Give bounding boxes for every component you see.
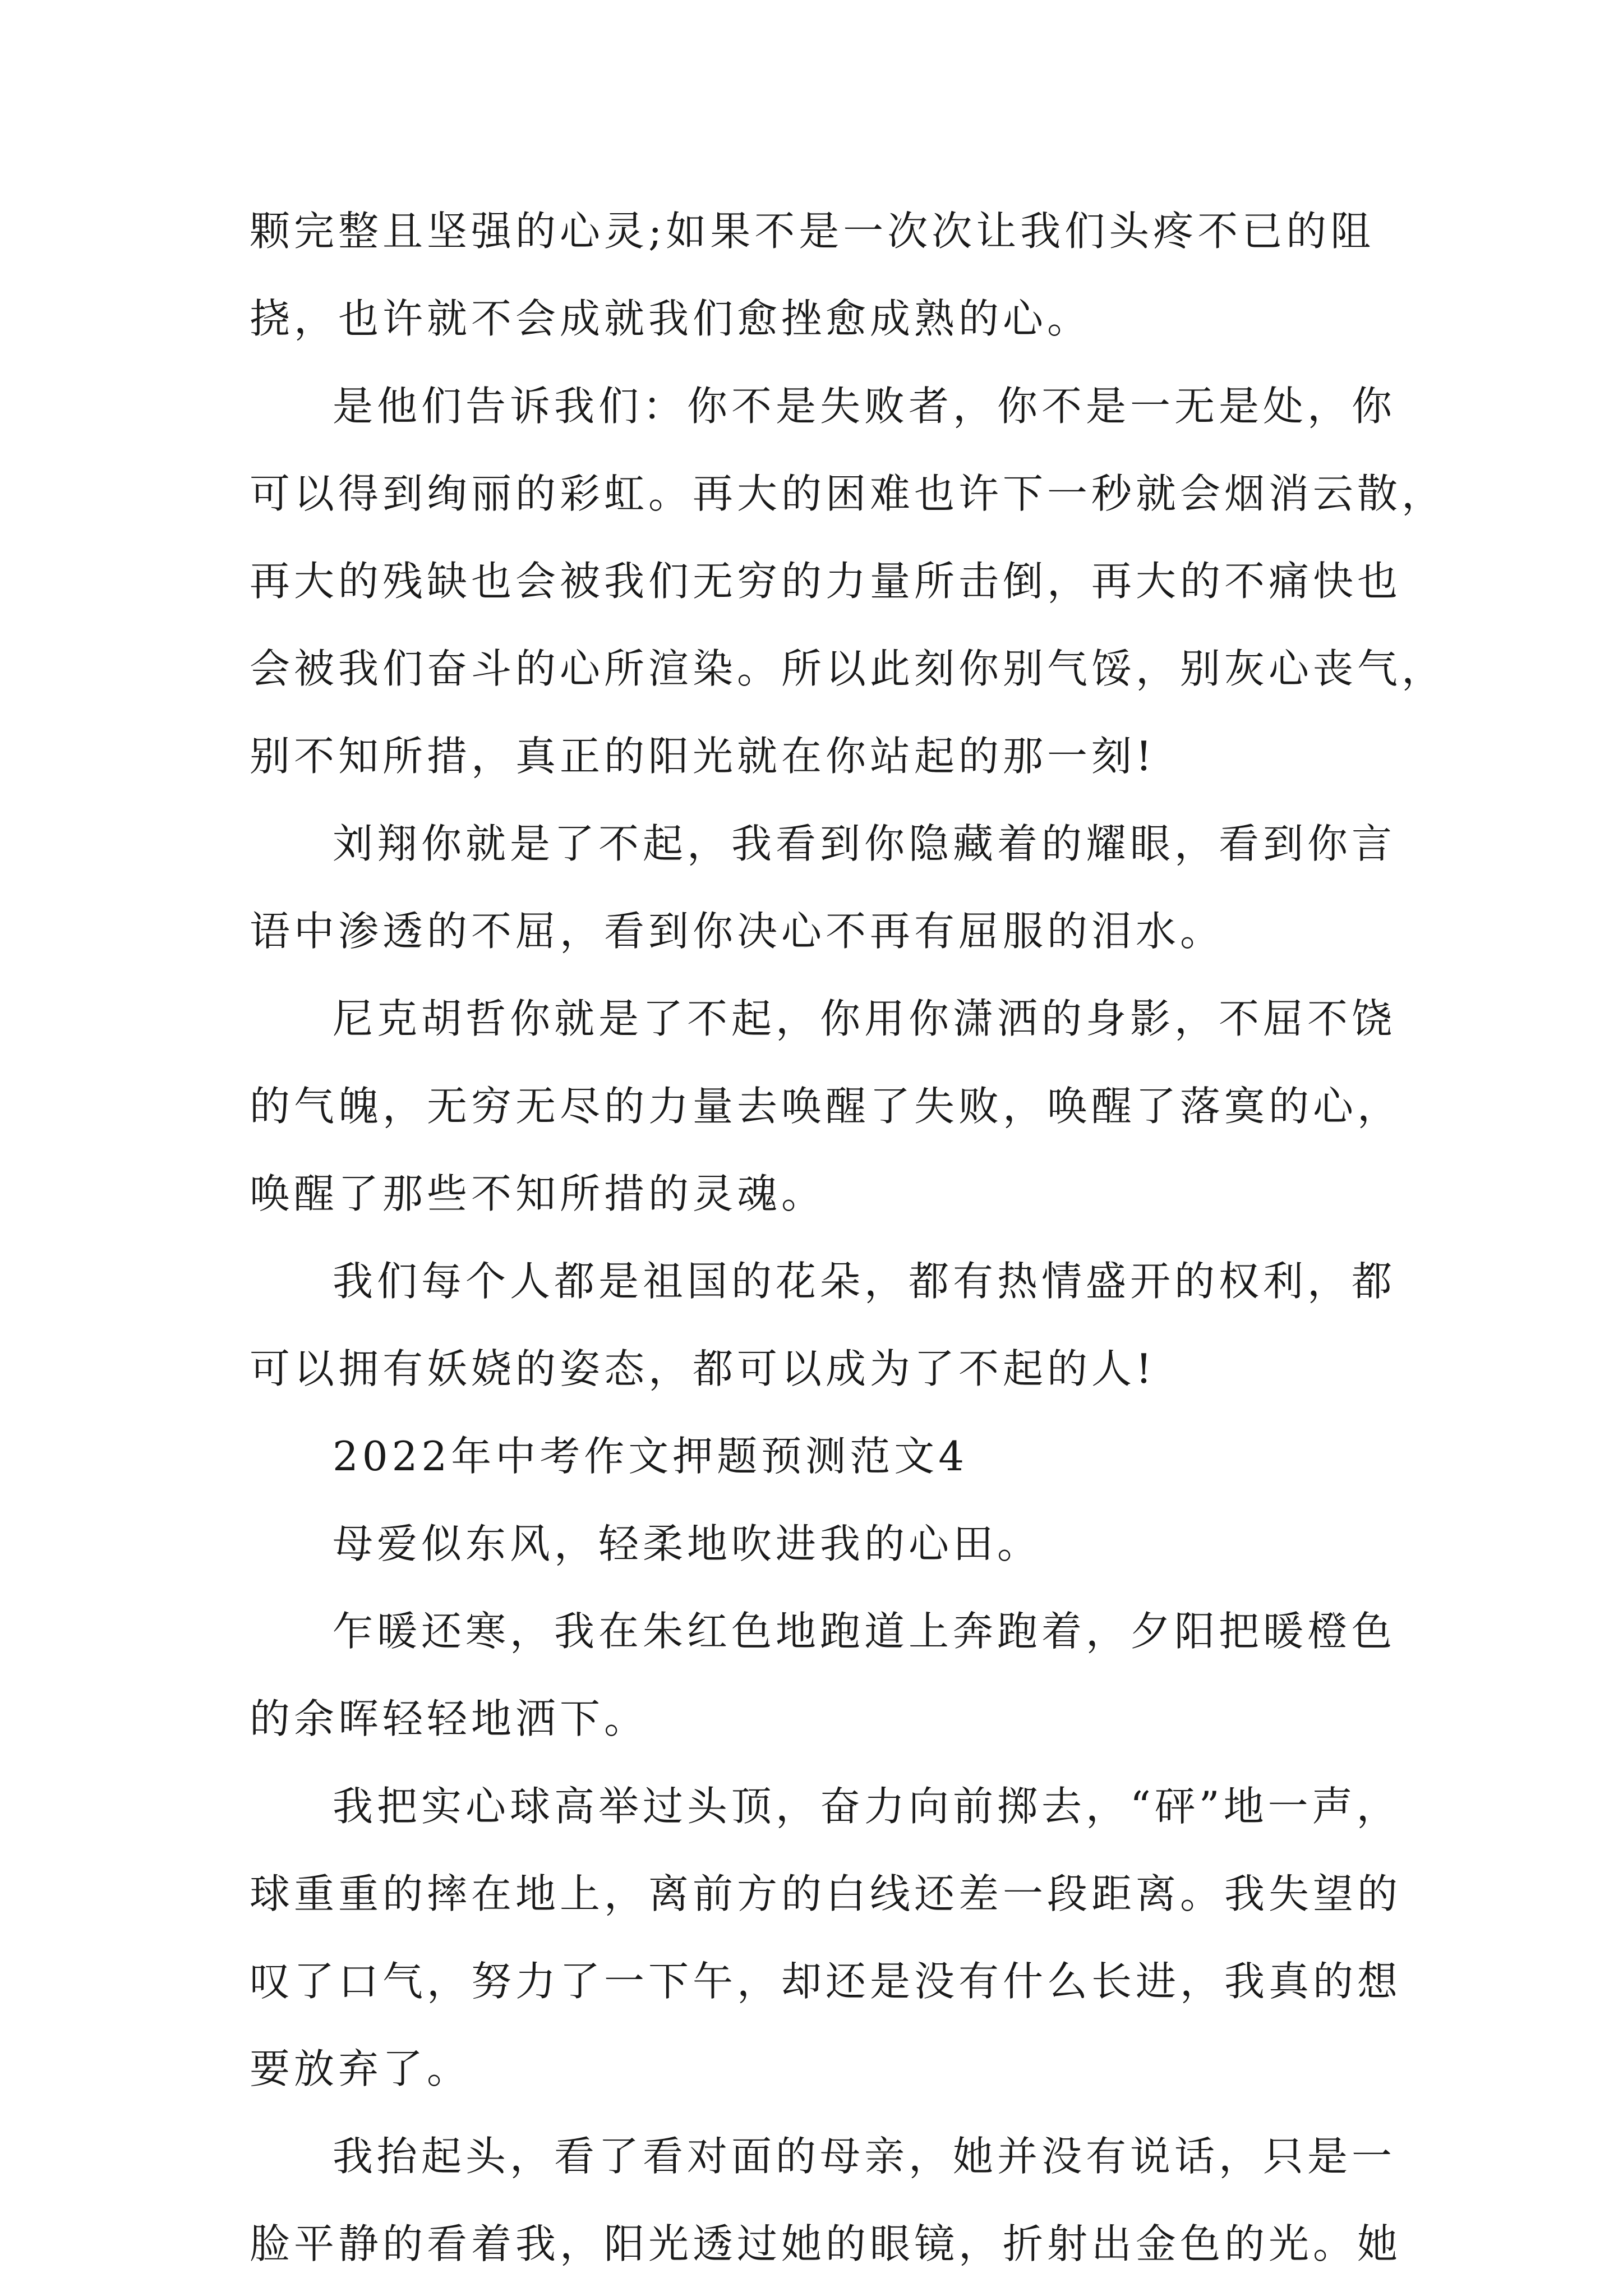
text-line: 再大的残缺也会被我们无穷的力量所击倒，再大的不痛快也 <box>250 558 1402 605</box>
text-line: 可以得到绚丽的彩虹。再大的困难也许下一秒就会烟消云散， <box>250 470 1446 517</box>
paragraph-start-line: 刘翔你就是了不起，我看到你隐藏着的耀眼，看到你言 <box>333 820 1396 867</box>
paragraph-start-line: 我把实心球高举过头顶，奋力向前掷去，“砰”地一声， <box>333 1783 1401 1830</box>
text-line: 颗完整且坚强的心灵;如果不是一次次让我们头疼不已的阻 <box>250 208 1375 255</box>
paragraph-start-line: 母爱似东风，轻柔地吹进我的心田。 <box>333 1520 1042 1567</box>
text-line: 要放弃了。 <box>250 2045 472 2092</box>
paragraph-start-line: 我们每个人都是祖国的花朵，都有热情盛开的权利，都 <box>333 1258 1396 1305</box>
text-line: 脸平静的看着我，阳光透过她的眼镜，折射出金色的光。她 <box>250 2220 1402 2267</box>
text-line: 别不知所措，真正的阳光就在你站起的那一刻! <box>250 733 1156 780</box>
text-line: 的气魄，无穷无尽的力量去唤醒了失败，唤醒了落寞的心， <box>250 1083 1402 1130</box>
text-line: 语中渗透的不屈，看到你决心不再有屈服的泪水。 <box>250 908 1225 955</box>
text-line: 唤醒了那些不知所措的灵魂。 <box>250 1170 826 1217</box>
paragraph-start-line: 尼克胡哲你就是了不起，你用你潇洒的身影，不屈不饶 <box>333 995 1396 1042</box>
text-line: 的余晖轻轻地洒下。 <box>250 1695 649 1742</box>
text-line: 会被我们奋斗的心所渲染。所以此刻你别气馁，别灰心丧气， <box>250 645 1446 692</box>
text-line: 叹了口气，努力了一下午，却还是没有什么长进，我真的想 <box>250 1958 1402 2005</box>
paragraph-start-line: 是他们告诉我们：你不是失败者，你不是一无是处，你 <box>333 383 1396 430</box>
text-line: 可以拥有妖娆的姿态，都可以成为了不起的人! <box>250 1345 1156 1392</box>
section-heading: 2022年中考作文押题预测范文4 <box>333 1433 969 1480</box>
text-line: 挠，也许就不会成就我们愈挫愈成熟的心。 <box>250 295 1092 342</box>
paragraph-start-line: 乍暖还寒，我在朱红色地跑道上奔跑着，夕阳把暖橙色 <box>333 1608 1396 1655</box>
paragraph-start-line: 我抬起头，看了看对面的母亲，她并没有说话，只是一 <box>333 2133 1396 2180</box>
text-line: 球重重的摔在地上，离前方的白线还差一段距离。我失望的 <box>250 1870 1402 1917</box>
